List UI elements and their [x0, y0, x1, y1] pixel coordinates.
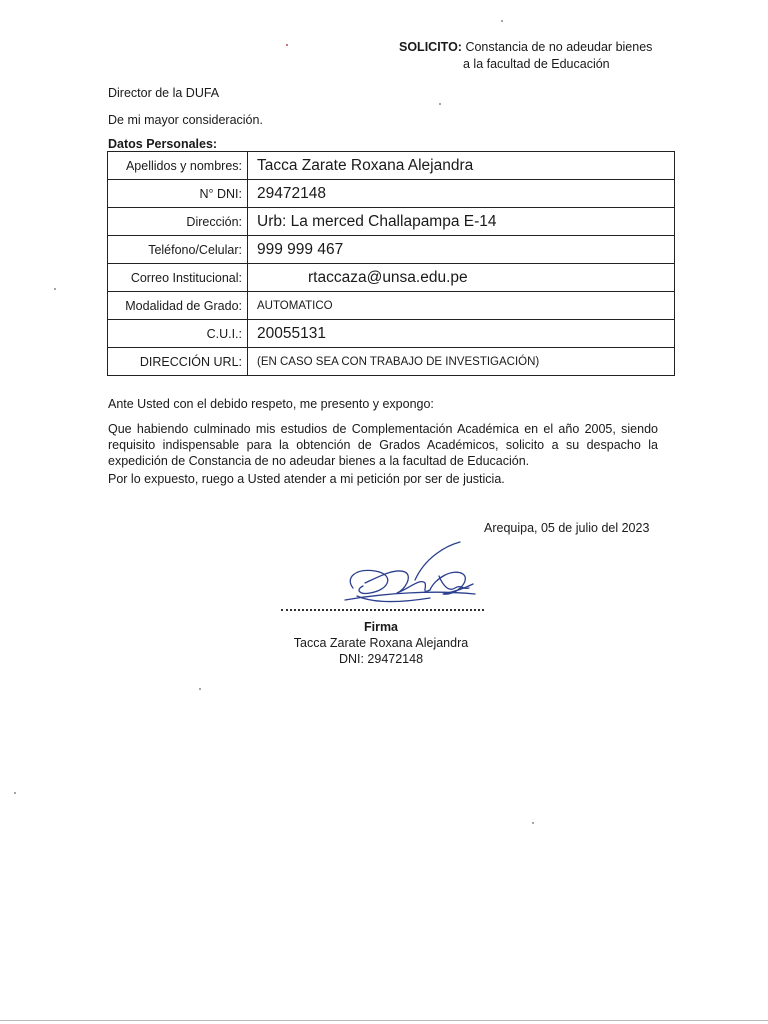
table-row	[108, 292, 675, 320]
subject-text: Constancia de no adeudar bienes	[465, 40, 653, 54]
subject-line	[399, 39, 699, 55]
table-row	[108, 320, 675, 348]
scan-speck	[54, 288, 56, 290]
field-label: Modalidad de Grado:	[108, 292, 248, 320]
scan-speck	[286, 44, 288, 46]
request-paragraph	[108, 421, 658, 469]
field-value: 999 999 467	[248, 236, 675, 264]
field-value: rtaccaza@unsa.edu.pe	[248, 264, 675, 292]
signature-line	[281, 609, 484, 611]
scan-speck	[14, 792, 16, 794]
signer-dni: DNI: 29472148	[338, 652, 424, 666]
field-value: Tacca Zarate Roxana Alejandra	[248, 152, 675, 180]
section-title: Datos Personales:	[108, 137, 218, 151]
scan-speck	[199, 688, 201, 690]
field-label: N° DNI:	[108, 180, 248, 208]
field-label: Correo Institucional:	[108, 264, 248, 292]
closing-paragraph: Por lo expuesto, ruego a Usted atender a mi petición por ser de justicia.	[108, 472, 505, 486]
table-row	[108, 236, 675, 264]
field-value: 20055131	[248, 320, 675, 348]
field-label: Apellidos y nombres:	[108, 152, 248, 180]
greeting: De mi mayor consideración.	[108, 113, 263, 127]
field-label: DIRECCIÓN URL:	[108, 348, 248, 376]
field-value: 29472148	[248, 180, 675, 208]
scan-speck	[439, 103, 441, 105]
signature-label: Firma	[363, 620, 399, 634]
paragraph-line: Que habiendo culminado mis estudios de Complementación Académica en el año 2005, siendo	[108, 422, 658, 436]
date-line: Arequipa, 05 de julio del 2023	[484, 521, 650, 535]
field-value: AUTOMATICO	[248, 292, 675, 320]
table-row	[108, 264, 675, 292]
signer-name: Tacca Zarate Roxana Alejandra	[293, 636, 469, 650]
handwritten-signature	[335, 538, 485, 613]
intro-paragraph: Ante Usted con el debido respeto, me presento y expongo:	[108, 397, 434, 411]
field-value: Urb: La merced Challapampa E-14	[248, 208, 675, 236]
table-row	[108, 152, 675, 180]
field-label: Teléfono/Celular:	[108, 236, 248, 264]
recipient: Director de la DUFA	[108, 86, 220, 100]
table-row	[108, 208, 675, 236]
personal-data-table	[107, 151, 675, 376]
scan-speck	[501, 20, 503, 22]
scan-speck	[532, 822, 534, 824]
field-label: Dirección:	[108, 208, 248, 236]
table-row	[108, 348, 675, 376]
scan-edge	[0, 1020, 768, 1021]
subject-text-continued: a la facultad de Educación	[463, 57, 610, 71]
paragraph-line: requisito indispensable para la obtención de Grados Académicos, solicito a su despacho la	[108, 438, 658, 452]
field-value: (EN CASO SEA CON TRABAJO DE INVESTIGACIÓN)	[248, 348, 675, 376]
table-row	[108, 180, 675, 208]
paragraph-line: expedición de Constancia de no adeudar bienes a la facultad de Educación.	[108, 454, 530, 468]
subject-label: SOLICITO:	[399, 40, 462, 54]
field-label: C.U.I.:	[108, 320, 248, 348]
